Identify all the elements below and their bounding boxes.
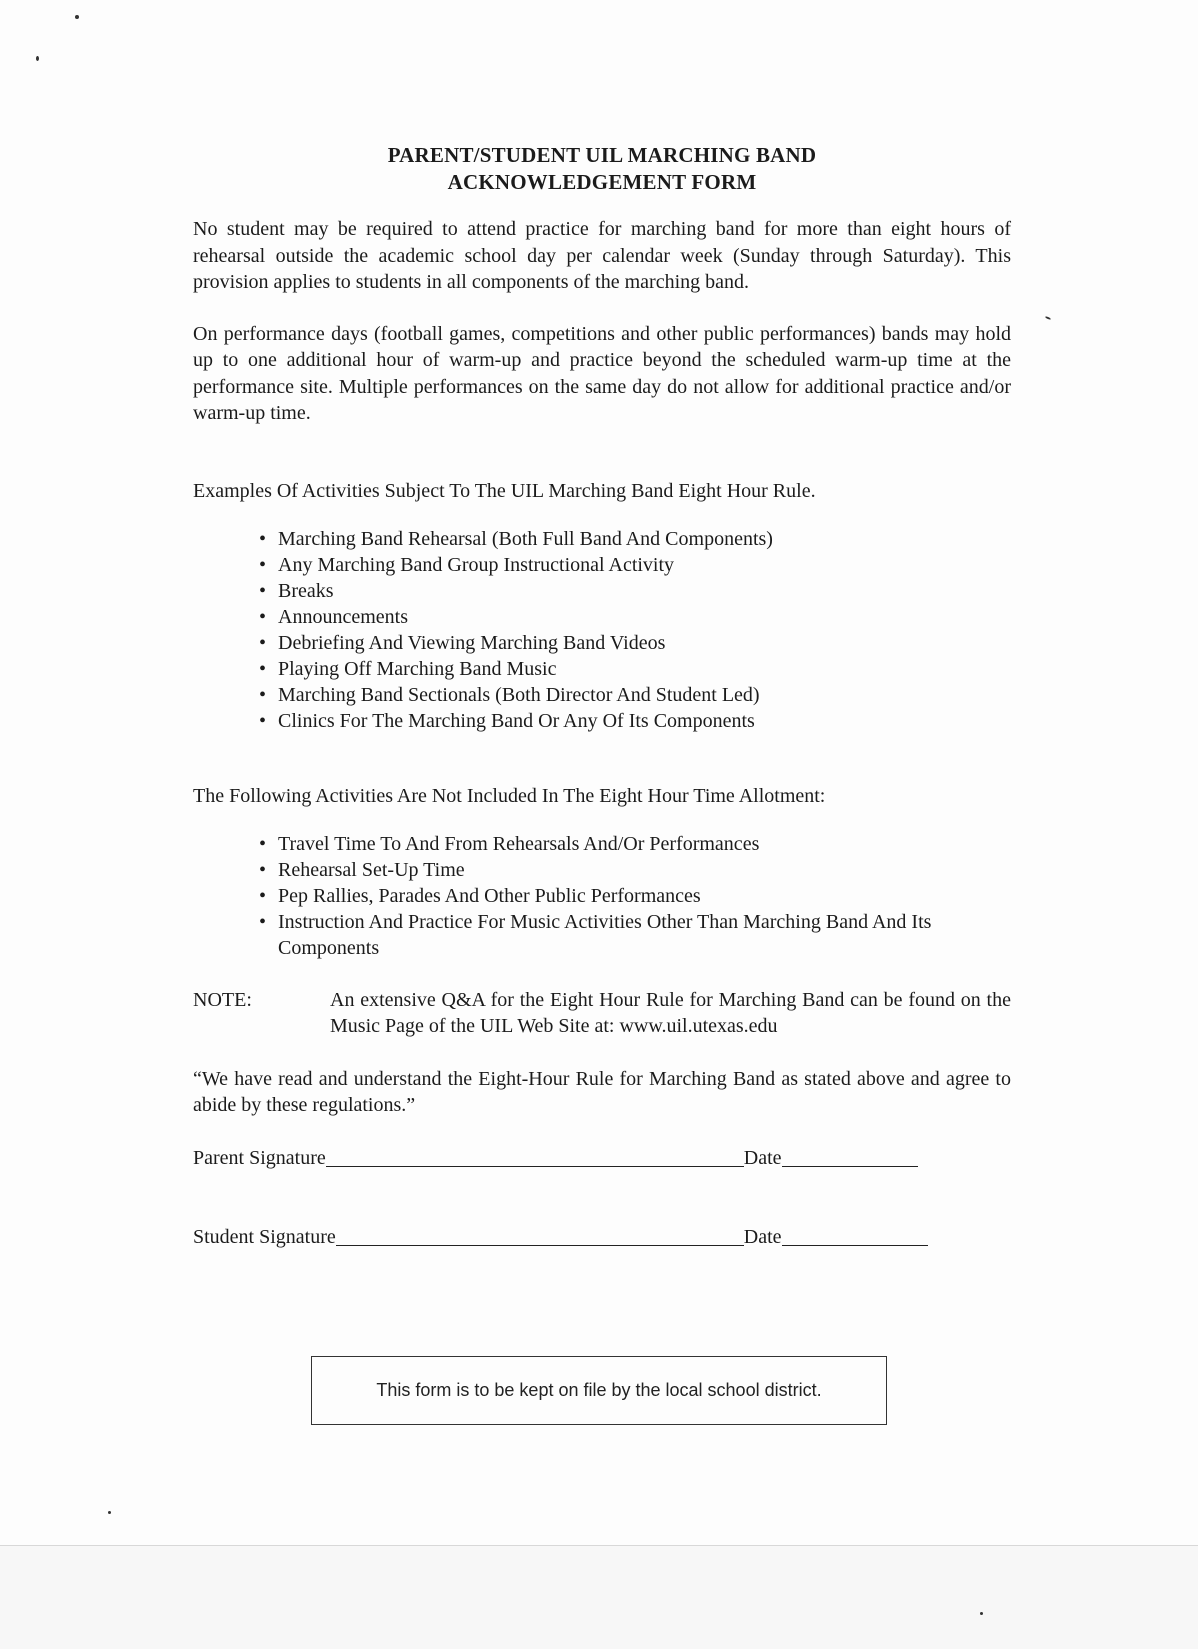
bullet-icon: •	[259, 832, 267, 855]
form-title-line-2: ACKNOWLEDGEMENT FORM	[447, 170, 757, 194]
list-item	[259, 604, 1011, 630]
list-item-text: Any Marching Band Group Instructional Activity	[278, 553, 675, 576]
list-item-text: Clinics For The Marching Band Or Any Of Its Components	[278, 709, 755, 732]
bullet-icon: •	[259, 884, 267, 907]
parent-date-label: Date	[743, 1146, 782, 1169]
list-item-text: Playing Off Marching Band Music	[278, 657, 557, 680]
list-item-text: Marching Band Rehearsal (Both Full Band And Components)	[278, 527, 773, 550]
list-item-text: Debriefing And Viewing Marching Band Videos	[278, 631, 666, 654]
parent-signature-label: Parent Signature	[193, 1146, 326, 1169]
note-text: An extensive Q&A for the Eight Hour Rule for Marching Band can be found on the Music Page of the UIL Web Site at: www.uil.utexas.edu	[330, 988, 1011, 1037]
excluded-activities-heading: The Following Activities Are Not Included In The Eight Hour Time Allotment:	[193, 784, 826, 807]
scan-speck	[75, 15, 79, 19]
list-item-text: Breaks	[278, 579, 334, 602]
parent-signature-row	[193, 1145, 1011, 1171]
list-item-text: Marching Band Sectionals (Both Director And Student Led)	[278, 683, 760, 706]
note-section	[193, 987, 1011, 1039]
student-signature-label: Student Signature	[193, 1225, 336, 1248]
list-item-text: Instruction And Practice For Music Activities Other Than Marching Band And Its Components	[278, 910, 932, 959]
included-activities-list	[193, 526, 1011, 734]
list-item	[259, 656, 1011, 682]
bullet-icon: •	[259, 553, 267, 576]
list-item	[259, 831, 1011, 857]
included-activities-heading: Examples Of Activities Subject To The UIL Marching Band Eight Hour Rule.	[193, 479, 816, 502]
list-item	[259, 552, 1011, 578]
list-item-text: Announcements	[278, 605, 408, 628]
form-title-line-1: PARENT/STUDENT UIL MARCHING BAND	[387, 143, 817, 167]
bullet-icon: •	[259, 657, 267, 680]
list-item	[259, 909, 1011, 961]
parent-signature-field[interactable]	[326, 1146, 744, 1167]
scan-speck	[980, 1612, 983, 1615]
form-title	[193, 142, 1011, 196]
list-item	[259, 630, 1011, 656]
excluded-activities-list	[193, 831, 1011, 961]
list-item	[259, 578, 1011, 604]
file-retention-text: This form is to be kept on file by the local school district.	[376, 1380, 822, 1400]
list-item	[259, 857, 1011, 883]
agreement-statement: “We have read and understand the Eight-Hour Rule for Marching Band as stated above and agree to abide by these regulations.”	[193, 1067, 1011, 1116]
bullet-icon: •	[259, 683, 267, 706]
form-body	[193, 142, 1011, 1250]
scan-speck	[108, 1511, 111, 1514]
list-item	[259, 682, 1011, 708]
performance-days-paragraph: On performance days (football games, competitions and other public performances) bands may hold up to one additional hour of warm-up and practice beyond the scheduled warm-up time at the performance site. Multiple performances on the same day do not allow for additional practice and/or warm-up time.	[193, 322, 1011, 424]
bullet-icon: •	[259, 631, 267, 654]
parent-date-field[interactable]	[782, 1146, 918, 1167]
file-retention-notice	[311, 1356, 887, 1425]
student-date-field[interactable]	[782, 1225, 928, 1246]
note-label: NOTE:	[193, 988, 252, 1011]
eight-hour-rule-paragraph: No student may be required to attend practice for marching band for more than eight hours of rehearsal outside the academic school day per calendar week (Sunday through Saturday). This provision applies to students in all components of the marching band.	[193, 218, 1011, 293]
bullet-icon: •	[259, 579, 267, 602]
student-signature-row	[193, 1224, 1011, 1250]
bullet-icon: •	[259, 605, 267, 628]
bullet-icon: •	[259, 527, 267, 550]
list-item-text: Pep Rallies, Parades And Other Public Performances	[278, 884, 701, 907]
bullet-icon: •	[259, 709, 267, 732]
student-date-label: Date	[743, 1225, 782, 1248]
bullet-icon: •	[259, 858, 267, 881]
scan-speck	[1045, 316, 1051, 320]
scan-speck	[36, 56, 39, 61]
list-item-text: Travel Time To And From Rehearsals And/Or Performances	[278, 832, 760, 855]
list-item-text: Rehearsal Set-Up Time	[278, 858, 465, 881]
list-item	[259, 526, 1011, 552]
list-item	[259, 883, 1011, 909]
student-signature-field[interactable]	[336, 1225, 744, 1246]
list-item	[259, 708, 1011, 734]
bullet-icon: •	[259, 910, 267, 933]
